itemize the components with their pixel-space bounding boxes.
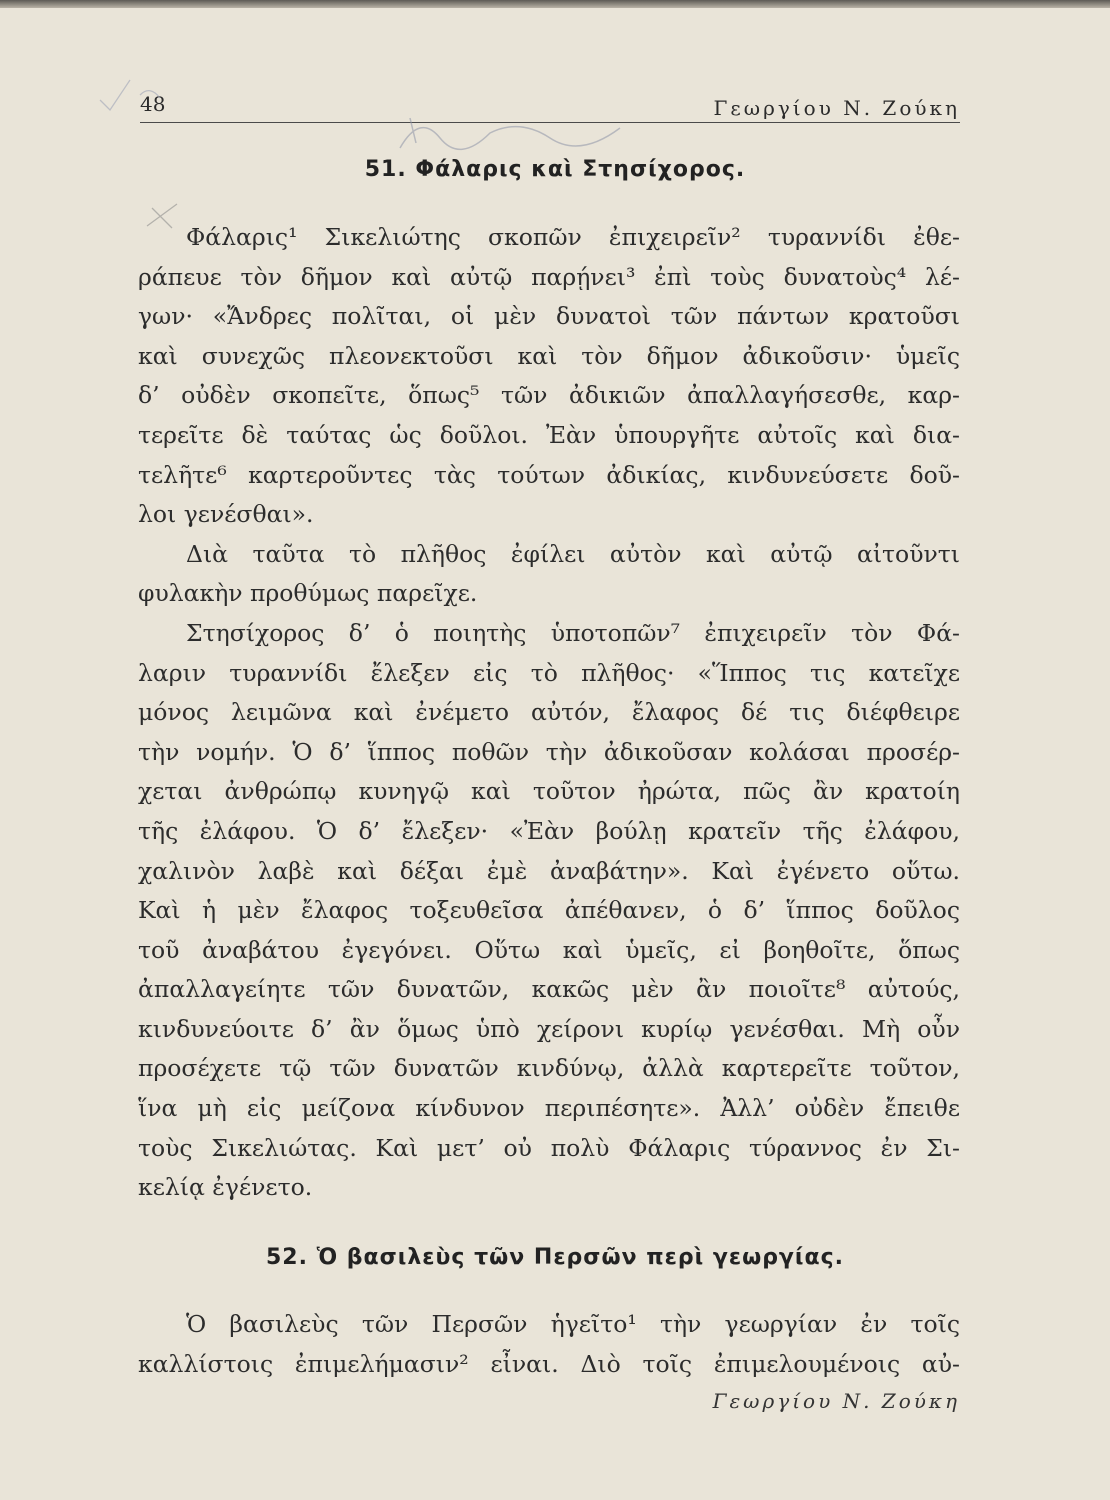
text-line: Ὁ βασιλεὺς τῶν Περσῶν ἡγεῖτο¹ τὴν γεωργίαν ἐν τοῖς <box>186 1310 960 1338</box>
text-line: φυλακὴν προθύμως παρεῖχε. <box>138 579 478 608</box>
text-line: τελῆτε⁶ καρτεροῦντες τὰς τούτων ἀδικίας, κινδυνεύσετε δοῦ- <box>138 460 960 489</box>
text-line: κελίᾳ ἐγένετο. <box>138 1173 313 1202</box>
text-line: Στησίχορος δ’ ὁ ποιητὴς ὑποτοπῶν⁷ ἐπιχειρεῖν τὸν Φά- <box>186 618 960 647</box>
text-line: ἀπαλλαγείητε τῶν δυνατῶν, κακῶς μὲν ἂν ποιοῖτε⁸ αὐτούς, <box>138 975 960 1004</box>
text-line: τοὺς Σικελιώτας. Καὶ μετ’ οὐ πολὺ Φάλαρις τύραννος ἐν Σι- <box>138 1133 960 1162</box>
text-line: λοι γενέσθαι». <box>138 500 314 529</box>
text-line: τερεῖτε δὲ ταύτας ὡς δοῦλοι. Ἐὰν ὑπουργῆτε αὐτοῖς καὶ δια- <box>138 420 960 449</box>
page-edge <box>0 0 1110 8</box>
section-52-heading: 52. Ὁ βασιλεὺς τῶν Περσῶν περὶ γεωργίας. <box>265 1245 845 1270</box>
running-head: Γεωργίου Ν. Ζούκη <box>713 96 960 120</box>
text-line: γων· «Ἄνδρες πολῖται, οἱ μὲν δυνατοὶ τῶν πάντων κρατοῦσι <box>138 302 960 331</box>
text-line: ἵνα μὴ εἰς μείζονα κίνδυνον περιπέσητε». Ἀλλ’ οὐδὲν ἔπειθε <box>138 1094 960 1123</box>
text-line: χαλινὸν λαβὲ καὶ δέξαι ἐμὲ ἀναβάτην». Καὶ ἐγένετο οὕτω. <box>138 856 960 885</box>
text-line: καὶ συνεχῶς πλεονεκτοῦσι καὶ τὸν δῆμον ἀδικοῦσιν· ὑμεῖς <box>138 341 960 370</box>
text-line: Φάλαρις¹ Σικελιώτης σκοπῶν ἐπιχειρεῖν² τυραννίδι ἐθε- <box>186 223 960 251</box>
pencil-tick-mark <box>90 70 170 120</box>
footer-signature: Γεωργίου Ν. Ζούκη <box>712 1389 960 1413</box>
text-line: μόνος λειμῶνα καὶ ἐνέμετο αὐτόν, ἔλαφος δέ τις διέφθειρε <box>138 698 960 727</box>
text-line: τὴν νομήν. Ὁ δ’ ἵππος ποθῶν τὴν ἀδικοῦσαν κολάσαι προσέρ- <box>138 737 960 766</box>
section-51-body <box>138 218 960 1208</box>
text-line: προσέχετε τῷ τῶν δυνατῶν κινδύνῳ, ἀλλὰ καρτερεῖτε τοῦτον, <box>138 1054 960 1083</box>
text-line: τῆς ἐλάφου. Ὁ δ’ ἔλεξεν· «Ἐὰν βούλῃ κρατεῖν τῆς ἐλάφου, <box>138 816 960 845</box>
text-line: Διὰ ταῦτα τὸ πλῆθος ἐφίλει αὐτὸν καὶ αὐτῷ αἰτοῦντι <box>186 539 960 568</box>
text-line: Καὶ ἡ μὲν ἔλαφος τοξευθεῖσα ἀπέθανεν, ὁ δ’ ἵππος δοῦλος <box>138 896 960 925</box>
text-line: τοῦ ἀναβάτου ἐγεγόνει. Οὕτω καὶ ὑμεῖς, εἰ βοηθοῖτε, ὅπως <box>138 935 960 964</box>
section-51-heading: 51. Φάλαρις καὶ Στησίχορος. <box>364 157 746 182</box>
text-line: δ’ οὐδὲν σκοπεῖτε, ὅπως⁵ τῶν ἀδικιῶν ἀπαλλαγήσεσθε, καρ- <box>138 381 960 410</box>
text-line: λαριν τυραννίδι ἔλεξεν εἰς τὸ πλῆθος· «Ἵππος τις κατεῖχε <box>138 658 960 687</box>
text-line: κινδυνεύοιτε δ’ ἂν ὅμως ὑπὸ χείρονι κυρίῳ γενέσθαι. Μὴ οὖν <box>138 1014 960 1043</box>
section-52-body <box>138 1305 960 1384</box>
text-line: χεται ἀνθρώπῳ κυνηγῷ καὶ τοῦτον ἠρώτα, πῶς ἂν κρατοίη <box>138 777 960 806</box>
pencil-scribble-mark <box>380 108 640 158</box>
text-line: ράπευε τὸν δῆμον καὶ αὐτῷ παρῄνει³ ἐπὶ τοὺς δυνατοὺς⁴ λέ- <box>138 262 960 291</box>
page-number: 48 <box>140 92 166 116</box>
text-line: καλλίστοις ἐπιμελήμασιν² εἶναι. Διὸ τοῖς ἐπιμελουμένοις αὐ- <box>138 1349 960 1378</box>
